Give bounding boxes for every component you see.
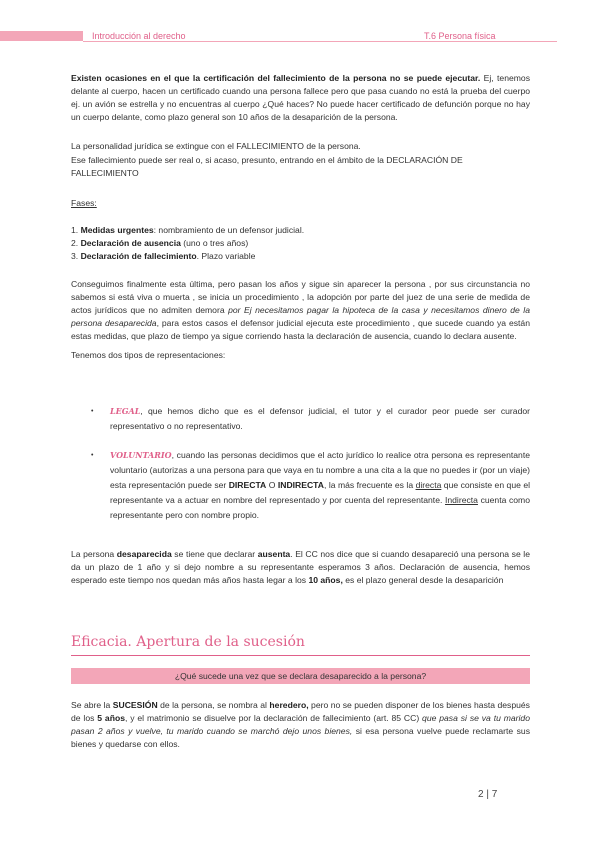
- paragraph-fallecimiento: Ese fallecimiento puede ser real o, si acaso, presunto, entrando en el ámbito de la DECLARACIÓN DE FALLECIMIENTO: [71, 155, 463, 178]
- bullet: •: [91, 452, 94, 459]
- paragraph-personality: La personalidad jurídica se extingue con el FALLECIMIENTO de la persona.: [71, 141, 361, 151]
- header-course: Introducción al derecho: [92, 31, 186, 41]
- intro-text: Ej, tenemos delante al cuerpo, hacen un certificado cuando una persona fallece pero que pasa cuando no está la prueba del cuerpo ej. un avión se estrella y no encuentras al cuerpo ¿Qué haces? No puede hacer certificado de defunción porque no hay un cuerpo delante, como plazo general son 10 años de la desaparición de la persona.: [71, 73, 530, 122]
- phase-item: 2. Declaración de ausencia (uno o tres años): [71, 238, 249, 248]
- section-title: Eficacia. Apertura de la sucesión: [71, 634, 305, 650]
- header-topic: T.6 Persona física: [424, 31, 496, 41]
- paragraph-sucesion: Se abre la SUCESIÓN de la persona, se nombra al heredero, pero no se pueden disponer de los bienes hasta después de los 5 años, y el matrimonio se disuelve por la declaración de fallecimiento (art. 85 CC) que pasa si se va tu marido pasan 2 años y vuelve, tu marido cuando se marchó dejo unos bienes, si esa persona vuelve puede reclamarte sus bienes y quedarse con ellos.: [71, 700, 530, 749]
- bullet: •: [91, 408, 94, 415]
- section-rule: [71, 655, 530, 656]
- question-bar: ¿Qué sucede una vez que se declara desaparecido a la persona?: [71, 668, 530, 684]
- paragraph-procedure: Conseguimos finalmente esta última, pero pasan los años y sigue sin aparecer la persona , por sus circunstancia no sabemos si está viva o muerta , se inicia un procedimiento , la adopción por parte del juez de una serie de medida de actos jurídicos que no admiten demora por Ej necesitamos pagar la hipoteca de la casa y necesitamos dinero de la persona desaparecida, para estos casos el defensor judicial ejecuta este procedimiento , que sucede cuando ya están estas medidas, que plazo de tiempo ya sigue corriendo hasta la declaración de ausencia, cuando lo declara ausente.: [71, 279, 530, 341]
- paragraph-intro: [71, 72, 530, 124]
- phases-heading: Fases:: [71, 198, 97, 208]
- paragraph-representations: Tenemos dos tipos de representaciones:: [71, 350, 226, 360]
- rep-legal: LEGAL, que hemos dicho que es el defensor judicial, el tutor y el curador peor puede ser curador representativo o no representativo.: [110, 406, 530, 431]
- paragraph-desaparecida: La persona desaparecida se tiene que declarar ausenta. El CC nos dice que si cuando desapareció una persona se le da un plazo de 1 año y si dejo nombre a su representante esperamos 3 años. Declaración de ausencia, hemos esperado este tiempo nos quedan más años hasta legar a los 10 años, es el plazo general desde la desaparición: [71, 549, 530, 585]
- rep-voluntario: VOLUNTARIO, cuando las personas decidimos que el acto jurídico lo realice otra persona es representante voluntario (autorizas a una persona para que vaya en tu nombre a una cita a la que no puedes ir (por un viaje) esta representación puede ser DIRECTA O INDIRECTA, la más frecuente es la directa que consiste en que el representante va a actuar en nombre del representado y por cuenta del representante. Indirecta cuenta como representante pero con nombre propio.: [110, 450, 531, 520]
- page-number: 2 | 7: [478, 789, 498, 800]
- header-rule: [83, 41, 557, 42]
- phase-item: 1. Medidas urgentes: nombramiento de un defensor judicial.: [71, 225, 305, 235]
- phase-item: 3. Declaración de fallecimiento. Plazo variable: [71, 251, 256, 261]
- rep-vol-label: VOLUNTARIO: [110, 450, 172, 460]
- intro-bold: Existen ocasiones en el que la certificación del fallecimiento de la persona no se puede ejecutar.: [71, 73, 481, 83]
- header-accent-bar: [0, 31, 83, 41]
- rep-legal-label: LEGAL: [110, 406, 141, 416]
